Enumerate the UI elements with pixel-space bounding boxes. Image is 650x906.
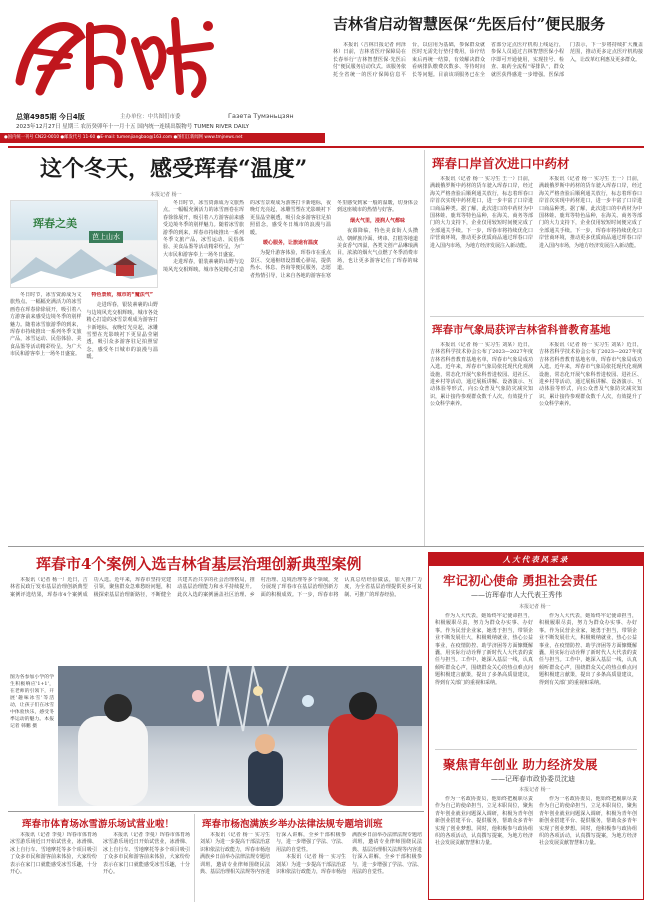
- headline-byline: 本报记者 杨一: [150, 192, 182, 198]
- subhead-3: 烟火气里，浸润人气都味: [349, 217, 405, 224]
- special-banner-text: 人大代表风采录: [502, 555, 570, 564]
- headline-body: 冬日时节，冰雪资源成为文旅热点。一幅幅充满活力的冰雪画卷在珲春徐徐展开，吸引着八方游客前来感受边境冬季的别样魅力。随着冰雪旅游季的到来，珲春市持续推出一系列冬季文旅产品，冰雪运动、民俗体验、美食品鉴等活动精彩纷呈，为广大市民和游客奉上一场冬日盛宴。 特色景致，城市的“魔法气” 走进珲春，银装素裹的山野与边境风光交相辉映。城市各处精心打造的冰雪景观成为游客打卡新地标，夜晚灯光亮起，冰雕雪塑在光影映衬下更显晶莹剔透，吸引众多游客驻足拍照留念，感受冬日城市的浪漫与温暖。: [10, 292, 158, 361]
- special-article1-title: 牢记初心使命 勇担社会责任: [443, 573, 598, 588]
- mid-article-body: 本报讯（记者 杨一）近日，吉林省民政厅发布基层治理创新典型案例评选结果，珲春市4个案例成功入选。近年来，珲春市坚持党建引领，聚焦群众急难愁盼问题，积极探索基层治理新路径，不断健全共建共治共享的社会治理格局，推动基层治理能力和水平持续提升。此次入选的案例涵盖社区治理、乡村治理、边境治理等多个领域，充分展现了珲春市在基层治理创新方面的积极成效。下一步，珲春市将认真总结经验做法，加大推广力度，为全省基层治理提供更多可复制、可推广的珲春经验。: [10, 577, 422, 598]
- special-article1-body: 作为人大代表，她始终牢记使命担当，积极履职尽责，努力为群众办实事、办好事。作为民营企业家，她勇于担当，带领企业不断发展壮大，积极吸纳就业，热心公益事业，在疫情防控、助学济困等方面慷慨解囊，用实际行动诠释了新时代人大代表的责任与担当。工作中，她深入基层一线，认真倾听群众心声，围绕群众关心的热点难点问题积极建言献策，提出了多条高质量建议，得到有关部门的重视和采纳。 作为人大代表，她始终牢记使命担当，积极履职尽责，努力为群众办实事、办好事。作为民营企业家，她勇于担当，带领企业不断发展壮大，积极吸纳就业，热心公益事业，在疫情防控、助学济困等方面慷慨解囊，用实际行动诠释了新时代人大代表的责任与担当。工作中，她深入基层一线，认真倾听群众心声，围绕群众关心的热点难点问题积极建言献策，提出了多条高质量建议，得到有关部门的重视和采纳。: [435, 613, 637, 686]
- special-article1-subtitle: ——访珲春市人大代表王秀伟: [471, 591, 562, 599]
- headline-photo: [10, 200, 158, 288]
- mid-article-title: 珲春市4个案例入选吉林省基层治理创新典型案例: [36, 555, 362, 573]
- publisher: 主办单位：中共图们市委: [120, 114, 181, 120]
- issue-date: 2023年12月27日 星期三 农历癸卯年十一月十五 国内统一连续出版物号 TUMEN RIVER DAILY: [16, 124, 249, 130]
- bottom-left-title: 珲春市体育场冰雪游乐场试营业啦！: [22, 819, 175, 830]
- winter-photo: [58, 666, 422, 806]
- right-article2-title: 珲春市气象局获评吉林省科普教育基地: [432, 324, 611, 336]
- divider: [194, 814, 195, 902]
- subhead-1: 特色景致，城市的“魔法气”: [91, 292, 154, 298]
- photo-caption: 图为各参加小学的学生积极响应'1+1'，在老师的引领下，开展'趣味冰雪'等活动，让孩子们在冰雪中体验快乐，感受冬季运动的魅力。本报记者 韩鹏 摄: [10, 675, 54, 729]
- newspaper-logo: [10, 6, 220, 106]
- special-article1-byline: 本报记者 杨一: [519, 604, 551, 610]
- masthead: [0, 0, 325, 140]
- top-article-body: 本报讯（吉林日报记者 何泽林）日前，吉林省医疗保障局在长春举行“吉林智慧医保·先医后付”便民服务启动仪式。该服务依托全省统一的医疗保障信息平台，以信用为基础，参保群众就医时无需先行垫付费用，诊疗结束后再统一结算，有效解决群众看病排队缴费次数多、等待时间长等问题。目前该项服务已在全省部分定点医疗机构上线运行，参保人员通过吉林智慧医保小程序即可开通使用，实现挂号、检查、取药全流程“零排队”，群众就医获得感进一步增强。医保部门表示，下一步将持续扩大覆盖范围，推动更多定点医疗机构接入，让改革红利惠及更多群众。: [333, 42, 643, 78]
- right-article2-body: 本报讯（记者 杨一 实习生 刘某）近日，吉林省科学技术协会公布了2023—2027年度吉林省科普教育基地名单，珲春市气象局成功入选。近年来，珲春市气象局依托现代化观测设施，常态化开展气象科普进校园、进社区、进乡村等活动，通过展板讲解、设备演示、互动体验等形式，向公众普及气象防灾减灾知识，累计接待参观群众数千人次，有效提升了公众科学素养。 本报讯（记者 杨一 实习生 刘某）近日，吉林省科学技术协会公布了2023—2027年度吉林省科普教育基地名单，珲春市气象局成功入选。近年来，珲春市气象局依托现代化观测设施，常态化开展气象科普进校园、进社区、进乡村等活动，通过展板讲解、设备演示、互动体验等形式，向公众普及气象防灾减灾知识，累计接待参观群众数千人次，有效提升了公众科学素养。: [430, 342, 642, 408]
- photo-caption-title: 珲春之美: [33, 217, 77, 230]
- bottom-mid-body: 本报讯（记者 杨一 实习生 刘某）为进一步提高干部法治意识和依法行政能力，珲春市杨泡满族乡日前举办法律法规专题培训班，邀请专业律师围绕民法典、基层治理相关法规等内容进行深入讲解，全乡干部积极参与，进一步增强了学法、守法、用法的自觉性。 本报讯（记者 杨一 实习生 刘某）为进一步提高干部法治意识和依法行政能力，珲春市杨泡满族乡日前举办法律法规专题培训班，邀请专业律师围绕民法典、基层治理相关法规等内容进行深入讲解，全乡干部积极参与，进一步增强了学法、守法、用法的自觉性。: [200, 832, 422, 876]
- divider: [8, 146, 644, 148]
- divider: [8, 811, 424, 812]
- pinyin-title: Газета Тумэньцзян: [228, 112, 294, 120]
- bottom-mid-title: 珲春市杨泡满族乡举办法律法规专题培训班: [202, 819, 383, 830]
- special-article2-title: 聚焦青年创业 助力经济发展: [443, 757, 598, 772]
- right-article1-title: 珲春口岸首次进口中药材: [432, 156, 570, 171]
- right-article1-body: 本报讯（记者 杨一 实习生 王一）日前，满载俄罗斯中药材的货车驶入珲春口岸，经过海关严格查验后顺利通关放行，标志着珲春口岸首次实现中药材进口，进一步丰富了口岸进口商品种类。据了解，此次进口的中药材为中国林蛙、鹿茸等特色品种，在海关、商务等部门的大力支持下，企业仅用较短时间便完成了全部通关手续。下一步，珲春市将持续优化口岸营商环境，推动更多优质商品通过珲春口岸进入国内市场，为地方经济发展注入新动能。 本报讯（记者 杨一 实习生 王一）日前，满载俄罗斯中药材的货车驶入珲春口岸，经过海关严格查验后顺利通关放行，标志着珲春口岸首次实现中药材进口，进一步丰富了口岸进口商品种类。据了解，此次进口的中药材为中国林蛙、鹿茸等特色品种，在海关、商务等部门的大力支持下，企业仅用较短时间便完成了全部通关手续。下一步，珲春市将持续优化口岸营商环境，推动更多优质商品通过珲春口岸进入国内市场，为地方经济发展注入新动能。: [430, 176, 642, 249]
- special-column-box: [428, 552, 644, 900]
- photo-caption-sub: 芭上山水: [89, 231, 123, 243]
- issue-number: 总第4985期 今日4版: [16, 113, 85, 121]
- special-article2-subtitle: ——记珲春市政协委员沈迪: [491, 775, 575, 783]
- divider: [430, 316, 644, 317]
- photo-scene: [58, 666, 422, 806]
- special-banner: [429, 553, 643, 566]
- special-article2-body: 作为一名政协委员，他始终把履职尽责作为自己的使命担当，立足本职岗位，聚焦青年创业就业问题深入调研，积极为青年创新创业搭建平台、提供服务，帮助众多青年实现了创业梦想。同时，他积极参与政协组织的各项活动，认真撰写提案，为地方经济社会发展贡献智慧和力量。 作为一名政协委员，他始终把履职尽责作为自己的使命担当，立足本职岗位，聚焦青年创业就业问题深入调研，积极为青年创新创业搭建平台、提供服务，帮助众多青年实现了创业梦想。同时，他积极参与政协组织的各项活动，认真撰写提案，为地方经济社会发展贡献智慧和力量。: [435, 796, 637, 847]
- bottom-left-body: 本报讯（记者 李曼）珲春市体育场冰雪游乐场近日开始试营业，冰滑梯、冰上自行车、雪地摩托等多个项目吸引了众多市民和游客前来体验，大家纷纷表示在家门口就能感受冰雪乐趣，十分开心。 本报讯（记者 李曼）珲春市体育场冰雪游乐场近日开始试营业，冰滑梯、冰上自行车、雪地摩托等多个项目吸引了众多市民和游客前来体验，大家纷纷表示在家门口就能感受冰雪乐趣，十分开心。: [10, 832, 190, 876]
- top-article-title: 吉林省启动智慧医保“先医后付”便民服务: [333, 15, 606, 33]
- divider: [424, 150, 425, 546]
- divider: [8, 546, 644, 547]
- divider: [435, 749, 637, 750]
- masthead-topbar: ●国内统一刊号 CN22-0010 ●邮发代号 11-60 ●E-mail: tumenjiangbao@163.com ●图们江新闻网 www.tmjnews.net: [0, 133, 325, 143]
- headline-body-2: 冬日时节，冰雪资源成为文旅热点。一幅幅充满活力的冰雪画卷在珲春徐徐展开，吸引着八方游客前来感受边境冬季的别样魅力。随着冰雪旅游季的到来，珲春市持续推出一系列冬季文旅产品，冰雪运动、民俗体验、美食品鉴等活动精彩纷呈，为广大市民和游客奉上一场冬日盛宴。 走进珲春，银装素裹的山野与边境风光交相辉映。城市各处精心打造的冰雪景观成为游客打卡新地标，夜晚灯光亮起，冰雕雪塑在光影映衬下更显晶莹剔透，吸引众多游客驻足拍照留念，感受冬日城市的浪漫与温暖。 暖心服务，让旅途有温度 为提升游客体验，珲春市在重点景区、交通枢纽设置暖心驿站，提供热水、休息、咨询等便民服务，志愿者热情引导，让来自各地的游客在寒冬里感受到家一般的温暖，切身体会到这座城市的热情与好客。 烟火气里，浸润人气都味 夜幕降临，特色美食街人头攒动，朝鲜族冷面、烤串、打糕等地道美食香气四溢，各类文创产品琳琅满目，浓浓的烟火气点燃了冬季消费市场，也让更多游客记住了珲春的味道。: [163, 200, 418, 279]
- subhead-2: 暖心服务，让旅途有温度: [262, 240, 318, 247]
- headline-title: 这个冬天，感受珲春“温度”: [40, 156, 308, 182]
- mountain-illustration: [11, 239, 158, 288]
- special-article2-byline: 本报记者 杨一: [519, 787, 551, 793]
